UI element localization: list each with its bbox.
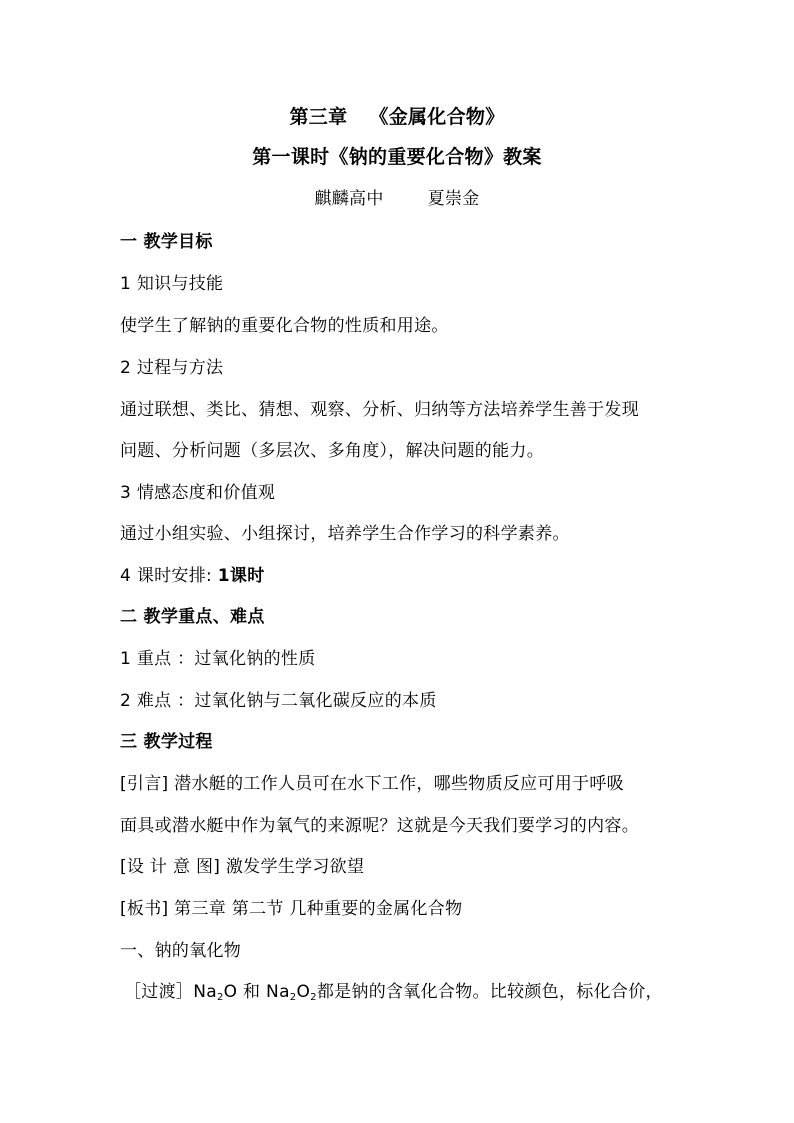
section-1-2-heading: 2 过程与方法 — [120, 358, 224, 378]
section-3-design-intent: [设 计 意 图] 激发学生学习欲望 — [120, 857, 365, 877]
author-name: 夏崇金 — [427, 189, 480, 209]
section-2-heading: 二 教学重点、难点 — [120, 607, 265, 627]
section-1-heading: 一 教学目标 — [120, 232, 213, 252]
transition-and: 和 — [243, 982, 261, 1002]
section-1-1-text: 使学生了解钠的重要化合物的性质和用途。 — [120, 316, 449, 336]
chapter-number: 第三章 — [289, 106, 348, 128]
transition-prefix: ［过渡］ — [124, 982, 194, 1002]
section-3-intro-line2: 面具或潜水艇中作为氧气的来源呢？这就是今天我们要学习的内容。 — [120, 816, 639, 836]
section-1-2-text-line1: 通过联想、类比、猜想、观察、分析、归纳等方法培养学生善于发现 — [120, 400, 639, 420]
formula-subscript: 2 — [216, 992, 224, 1003]
formula-element: Na — [266, 982, 290, 1002]
formula-element: Na — [193, 982, 217, 1002]
formula-subscript: 2 — [310, 992, 317, 1003]
section-1-1-heading: 1 知识与技能 — [120, 274, 224, 294]
section-2-key-point: 1 重点 ：过氧化钠的性质 — [120, 649, 316, 669]
formula-subscript: 2 — [289, 992, 297, 1003]
schedule-value: 1课时 — [217, 566, 265, 586]
section-3-sodium-oxides: 一、钠的氧化物 — [120, 941, 242, 961]
chapter-name: 《金属化合物》 — [369, 106, 505, 128]
author-line — [0, 188, 794, 210]
section-3-intro-line1: [引言] 潜水艇的工作人员可在水下工作，哪些物质反应可用于呼吸 — [120, 774, 624, 794]
section-3-heading: 三 教学过程 — [120, 732, 213, 752]
formula-element: O — [296, 982, 311, 1002]
formula-element: O — [223, 982, 238, 1002]
section-3-board-note: [板书] 第三章 第二节 几种重要的金属化合物 — [120, 899, 463, 919]
section-1-2-text-line2: 问题、分析问题（多层次、多角度），解决问题的能力。 — [120, 441, 544, 461]
section-3-transition — [124, 981, 663, 1003]
formula-na2o — [193, 982, 237, 1002]
author-school: 麒麟高中 — [314, 189, 384, 209]
chapter-title — [0, 106, 794, 128]
section-1-3-heading: 3 情感态度和价值观 — [120, 483, 276, 503]
section-1-3-text: 通过小组实验、小组探讨，培养学生合作学习的科学素养。 — [120, 524, 570, 544]
formula-na2o2 — [266, 982, 317, 1002]
lesson-title: 第一课时《钠的重要化合物》教案 — [252, 146, 542, 168]
section-1-4-schedule — [120, 565, 265, 587]
schedule-label: 4 课时安排: — [120, 566, 213, 586]
transition-text: 都是钠的含氧化合物。比较颜色，标化合价， — [316, 982, 663, 1002]
section-2-difficulty: 2 难点 ：过氧化钠与二氧化碳反应的本质 — [120, 691, 437, 711]
